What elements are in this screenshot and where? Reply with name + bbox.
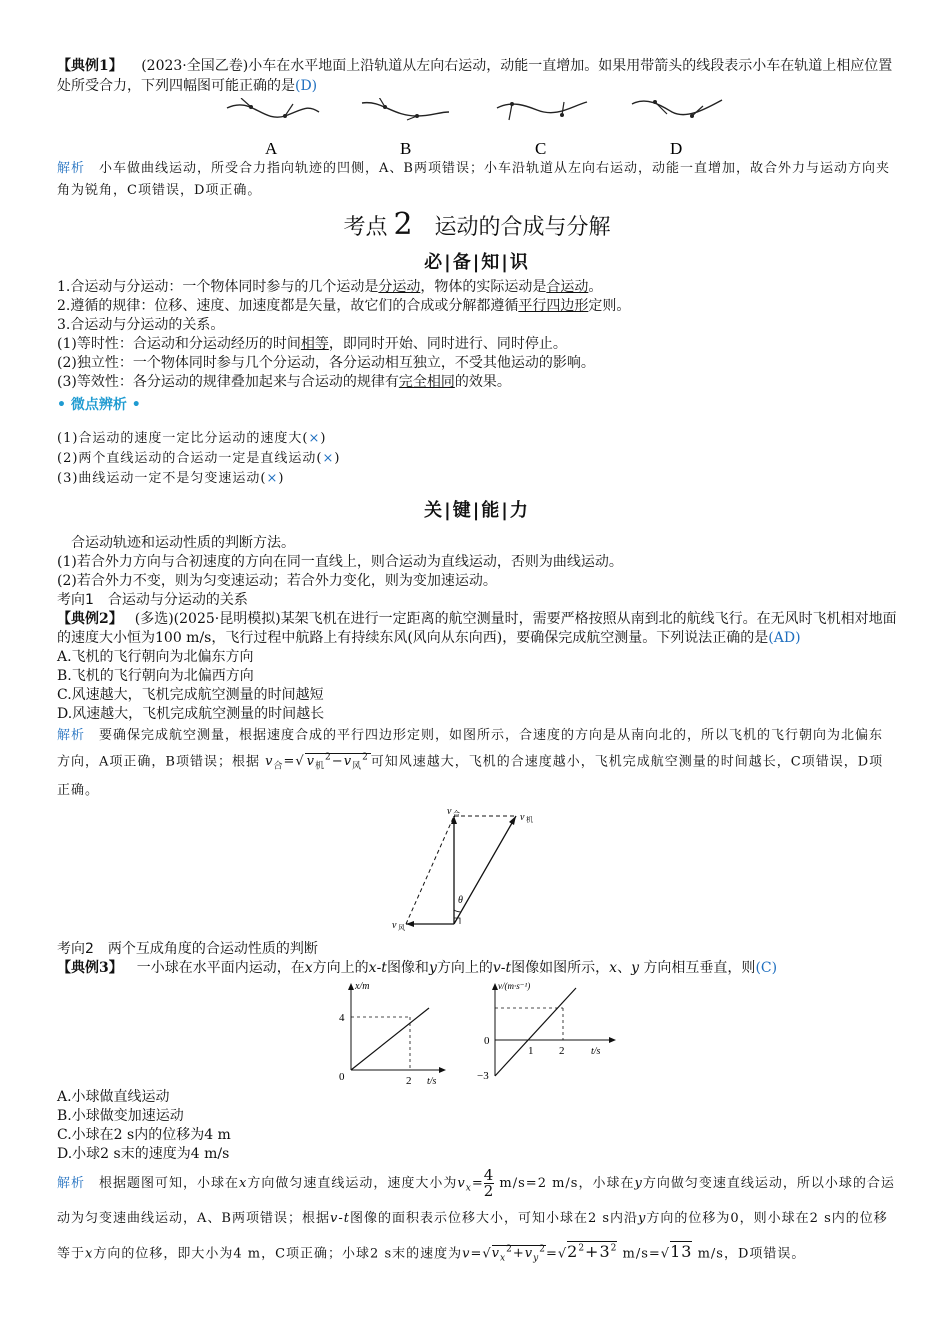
ex1-figure xyxy=(57,98,897,156)
ex3-s2: 方向做匀速直线运动，速度大小为 xyxy=(247,1175,458,1191)
ex2-vector-diagram xyxy=(392,806,562,936)
bibei-l2u: 平行四边形 xyxy=(518,298,589,314)
vt-ylabel: v/(m·s⁻¹) xyxy=(498,980,531,991)
judge-1-mark: × xyxy=(308,431,321,446)
ex3-q5: 图像如图所示， xyxy=(511,959,610,976)
ex3-s1: 根据题图可知，小球在 xyxy=(99,1175,240,1191)
ex1-option-d-label: D xyxy=(670,139,683,156)
ex2-analysis-label: 解析 xyxy=(57,728,86,743)
bibei-l2b: 定则。 xyxy=(588,298,631,314)
judge-1-text: (1)合运动的速度一定比分运动的速度大( xyxy=(57,431,309,446)
ex3-s6: 方向的位移为0，则小球在2 s内的位移等于 xyxy=(57,1210,888,1261)
bibei-l6b: 的效果。 xyxy=(454,374,511,390)
ex3-option-d: D.小球2 s末的速度为4 m/s xyxy=(57,1145,230,1162)
v-sub-ji: 机 xyxy=(315,761,326,772)
ex3-s8: m/s= xyxy=(622,1245,661,1261)
ex3-s4: 方向做匀变速直线运动，所以小球的合运动为匀变速曲线运动，A、B两项错误；根据 xyxy=(57,1175,895,1226)
ex2-analysis-text-2: 可知风速越大，飞机的合速度越小，飞机完成航空测量的时间越长，C项错误，D项正确。 xyxy=(57,754,884,798)
judge-1-close: ) xyxy=(320,431,327,446)
bibei-l4u: 相等 xyxy=(300,336,329,352)
judge-2-text: (2)两个直线运动的合运动一定是直线运动( xyxy=(57,451,323,466)
ex3-analysis: 解析 根据题图可知，小球在x方向做匀速直线运动，速度大小为$v_x=$ $\frac{4}{2}$ m/s=2 m/s，小球在y方向做匀变速直线运动，所以小球的合运动为匀变速曲线运动，A、B两项错误；根据v-t图像的面积表示位移大小，可知小球在2 s内沿y方向的位移为0，则小球在2 s内的位移等于x方向的位移，即大小为4 m，C项正确；小球2 s末的速度为$v=√v_x^2+v_y^2=√2^2+3^2$ m/s=√13 m/s，D项错误。 xyxy=(57,1165,895,1264)
guanjian-r2: (2)若合外力不变，则为匀变速运动；若合外力变化，则为变加速运动。 xyxy=(57,573,497,589)
kaodian-prefix: 考点 xyxy=(343,215,388,240)
judge-2-close: ) xyxy=(334,451,341,466)
xt-y4: 4 xyxy=(339,1011,345,1024)
vhe-sub: 合 xyxy=(453,809,460,818)
ex1-label: 【典例1】 xyxy=(57,58,123,74)
bibei-l5: (2)独立性：一个物体同时参与几个分运动，各分运动相互独立，不受其他运动的影响。 xyxy=(57,355,595,371)
v-symbol: v xyxy=(265,754,274,770)
judge-3 xyxy=(57,469,897,489)
ex2-option-b: B.飞机的飞行朝向为北偏西方向 xyxy=(57,668,254,684)
ex3-question: 【典例3】 一小球在水平面内运动，在x方向上的x-t图像和y方向上的v-t图像如图所示，x、y 方向相互垂直，则(C) xyxy=(57,959,778,976)
bibei-l1a: 1.合运动与分运动：一个物体同时参与的几个运动是 xyxy=(57,279,379,295)
ex3-option-c: C.小球在2 s内的位移为4 m xyxy=(57,1126,231,1143)
ex3-xt-graph xyxy=(331,980,451,1088)
ex2-option-a: A.飞机的飞行朝向为北偏东方向 xyxy=(57,649,254,665)
ex1-option-d xyxy=(632,100,722,156)
vt-x2: 2 xyxy=(559,1044,565,1057)
vt-xlabel: t/s xyxy=(591,1045,601,1057)
kaoxiang-1 xyxy=(57,591,897,610)
v-symbol-3: v xyxy=(343,754,353,770)
bibei-l1c: 。 xyxy=(588,279,603,295)
ex2-analysis xyxy=(57,724,897,802)
bibei-l1 xyxy=(57,278,897,297)
page xyxy=(57,56,897,1273)
ex3-analysis-label: 解析 xyxy=(57,1175,86,1191)
bibei-title: 必|备|知|识 xyxy=(424,252,530,273)
judge-2 xyxy=(57,449,897,469)
ex3-q4: 方向上的 xyxy=(436,959,493,976)
ex2-figure-row xyxy=(57,806,897,936)
bibei-l4 xyxy=(57,335,897,354)
v-sub-he: 合 xyxy=(273,761,284,772)
xt-ylabel: x/m xyxy=(355,980,370,992)
kaoxiang-2-title: 两个互成角度的合运动性质的判断 xyxy=(107,940,318,957)
judge-2-mark: × xyxy=(322,451,335,466)
ex2-question xyxy=(57,610,897,648)
bibei-l3: 3.合运动与分运动的关系。 xyxy=(57,317,225,333)
ex3-option-b: B.小球做变加速运动 xyxy=(57,1107,184,1124)
ex1-option-c-label: C xyxy=(535,139,547,156)
ex2-option-d: D.风速越大，飞机完成航空测量的时间越长 xyxy=(57,706,325,722)
guanjian-intro: 合运动轨迹和运动性质的判断方法。 xyxy=(71,535,295,551)
vt-x1: 1 xyxy=(528,1044,534,1057)
ex3-q2: 方向上的 xyxy=(312,959,369,976)
bibei-l2 xyxy=(57,297,897,316)
ex2-text: 某架飞机在进行一定距离的航空测量时，需要严格按照从南到北的航线飞行。在无风时飞机相对地面的速度大小恒为100 m/s，飞行过程中航路上有持续东风(风向从东向西)，要确保完成航空测量。下列说法正确的是 xyxy=(57,611,897,646)
vfeng-label: v xyxy=(392,919,397,931)
kaoxiang-2-label: 考向2 xyxy=(57,940,94,957)
ex1-analysis xyxy=(57,158,897,202)
kaoxiang-2 xyxy=(57,940,897,959)
ex3-figure-row xyxy=(57,980,897,1088)
ex3-s9: m/s，D项错误。 xyxy=(697,1245,806,1261)
theta-label: θ xyxy=(458,894,463,906)
ex1-answer: (D) xyxy=(295,78,318,94)
bibei-l4a: (1)等时性：合运动和分运动经历的时间 xyxy=(57,336,301,352)
bibei-l6 xyxy=(57,373,897,392)
ex2-formula: $v_合=√$ $v_机^2-v_风^2$ xyxy=(265,753,369,772)
vji-sub: 机 xyxy=(526,815,533,824)
bibei-l6a: (3)等效性：各分运动的规律叠加起来与合运动的规律有 xyxy=(57,374,399,390)
ex3-q6: 方向相互垂直，则 xyxy=(643,959,756,976)
kaodian-num: 2 xyxy=(393,207,413,242)
bibei-l4b: ，即同时开始、同时进行、同时停止。 xyxy=(328,336,567,352)
ex1-analysis-text: 小车做曲线运动，所受合力指向轨迹的凹侧，A、B两项错误；小车沿轨道从左向右运动，动能一直增加，故合外力与运动方向夹角为锐角，C项错误，D项正确。 xyxy=(57,161,890,198)
judge-3-close: ) xyxy=(278,471,285,486)
ex3-option-a: A.小球做直线运动 xyxy=(57,1088,170,1105)
kaodian-heading xyxy=(57,207,897,243)
ex3-answer: (C) xyxy=(755,959,778,976)
ex1-source: (2023·全国乙卷) xyxy=(141,58,249,74)
ex1-option-c xyxy=(497,102,587,156)
xt-origin: 0 xyxy=(339,1070,345,1083)
guanjian-r1: (1)若合外力方向与合初速度的方向在同一直线上，则合运动为直线运动，否则为曲线运动。 xyxy=(57,554,623,570)
ex2-label: 【典例2】 xyxy=(57,611,123,627)
ex3-s5: 图像的面积表示位移大小，可知小球在2 s内沿 xyxy=(349,1210,639,1226)
bibei-l1b: ，物体的实际运动是 xyxy=(420,279,547,295)
ex3-s7: 方向的位移，即大小为4 m，C项正确；小球2 s末的速度为 xyxy=(93,1245,463,1261)
ex2-source: (多选)(2025·昆明模拟) xyxy=(134,611,281,627)
ex1-question xyxy=(57,56,897,96)
kaodian-title: 运动的合成与分解 xyxy=(434,215,611,240)
ex2-analysis-text-1: 要确保完成航空测量，根据速度合成的平行四边形定则，如图所示，合速度的方向是从南向北的，所以飞机的飞行朝向为北偏东方向，A项正确，B项错误；根据 xyxy=(57,728,884,770)
judge-1 xyxy=(57,429,897,449)
v-sub-feng: 风 xyxy=(352,761,363,772)
kaoxiang-1-label: 考向1 xyxy=(57,592,94,608)
ex1-text: 小车在水平地面上沿轨道从左向右运动，动能一直增加。如果用带箭头的线段表示小车在轨道上相应位置处所受合力，下列四幅图可能正确的是 xyxy=(57,58,893,94)
ex3-label: 【典例3】 xyxy=(57,959,123,976)
judge-3-mark: × xyxy=(266,471,279,486)
weidian-title: • 微点辨析 • xyxy=(57,397,141,413)
ex2-answer: (AD) xyxy=(768,630,801,646)
vt-ym3: −3 xyxy=(477,1069,489,1082)
bibei-l2a: 2.遵循的规律：位移、速度、加速度都是矢量，故它们的合成或分解都遵循 xyxy=(57,298,519,314)
xt-x2: 2 xyxy=(406,1074,412,1087)
guanjian-title: 关|键|能|力 xyxy=(424,500,530,521)
ex3-q1: 一小球在水平面内运动，在 xyxy=(136,959,305,976)
judge-3-text: (3)曲线运动一定不是匀变速运动( xyxy=(57,471,267,486)
bibei-l6u: 完全相同 xyxy=(398,374,455,390)
bibei-l1u1: 分运动 xyxy=(378,279,421,295)
vfeng-sub: 风 xyxy=(398,923,405,932)
ex3-q3: 图像和 xyxy=(386,959,429,976)
ex1-analysis-label: 解析 xyxy=(57,161,86,176)
ex2-option-c: C.风速越大，飞机完成航空测量的时间越短 xyxy=(57,687,324,703)
ex1-option-a-label: A xyxy=(265,139,278,156)
v-symbol-2: v xyxy=(306,754,316,770)
vhe-label: v xyxy=(447,805,452,817)
ex1-option-b xyxy=(362,98,449,156)
ex1-option-b-label: B xyxy=(400,139,412,156)
xt-xlabel: t/s xyxy=(427,1075,437,1087)
ex3-vt-graph xyxy=(473,980,623,1088)
vji-label: v xyxy=(520,811,525,823)
ex3-s3: m/s=2 m/s，小球在 xyxy=(499,1175,635,1191)
ex1-option-a xyxy=(227,98,319,156)
bibei-l1u2: 合运动 xyxy=(546,279,589,295)
kaoxiang-1-title: 合运动与分运动的关系 xyxy=(107,592,248,608)
vt-origin: 0 xyxy=(484,1034,490,1047)
